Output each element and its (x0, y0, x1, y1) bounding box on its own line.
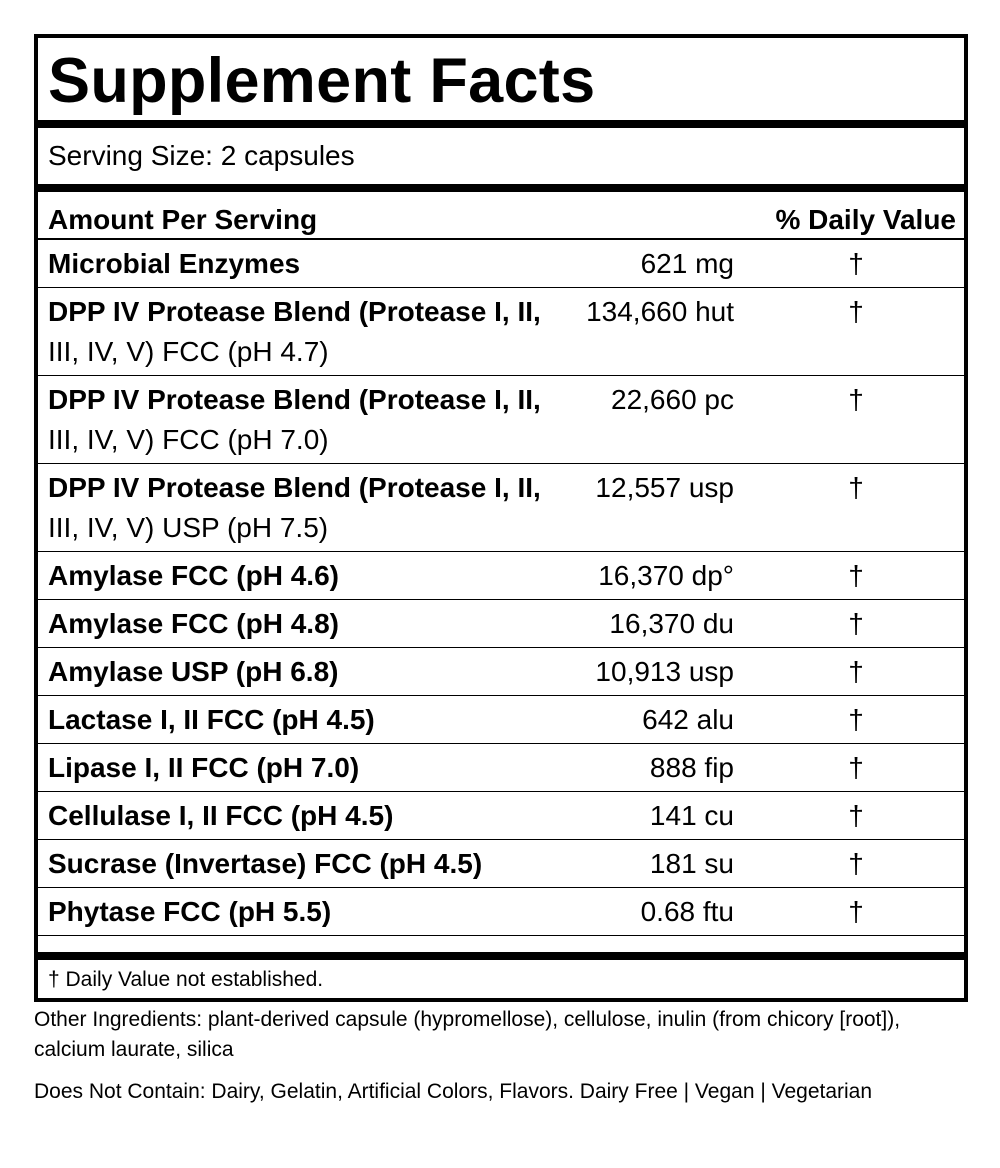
nutrient-dv: † (848, 752, 864, 783)
nutrient-row (38, 648, 964, 696)
nutrient-name-continued: III, IV, V) USP (pH 7.5) (48, 512, 329, 543)
amount-per-serving-header: Amount Per Serving (48, 204, 318, 235)
nutrient-dv: † (848, 800, 864, 831)
nutrient-name: Sucrase (Invertase) FCC (pH 4.5) (48, 848, 483, 879)
nutrient-name: Lipase I, II FCC (pH 7.0) (48, 752, 360, 783)
nutrient-row (38, 464, 964, 552)
nutrient-dv: † (848, 848, 864, 879)
thick-divider (38, 120, 964, 128)
nutrient-amount: 141 cu (648, 796, 734, 836)
nutrient-amount: 888 fip (648, 748, 734, 788)
nutrient-amount: 12,557 usp (593, 468, 734, 508)
nutrient-name-continued: III, IV, V) FCC (pH 4.7) (48, 336, 329, 367)
nutrient-name: Lactase I, II FCC (pH 4.5) (48, 704, 375, 735)
nutrient-row (38, 888, 964, 936)
nutrient-row (38, 792, 964, 840)
nutrient-dv: † (848, 296, 864, 327)
nutrient-amount: 16,370 du (607, 604, 734, 644)
nutrient-row (38, 552, 964, 600)
nutrient-amount: 10,913 usp (593, 652, 734, 692)
thick-divider (38, 952, 964, 960)
nutrient-name: Amylase FCC (pH 4.6) (48, 560, 339, 591)
nutrient-amount: 642 alu (640, 700, 734, 740)
nutrient-name: DPP IV Protease Blend (Protease I, II, (48, 384, 541, 415)
nutrient-amount: 621 mg (639, 244, 734, 284)
nutrient-row (38, 600, 964, 648)
serving-size: Serving Size: 2 capsules (48, 140, 355, 171)
nutrient-dv: † (848, 248, 864, 279)
nutrient-name: Amylase USP (pH 6.8) (48, 656, 339, 687)
nutrient-row (38, 744, 964, 792)
nutrient-name: DPP IV Protease Blend (Protease I, II, (48, 472, 541, 503)
nutrient-amount: 16,370 dp° (596, 556, 734, 596)
nutrient-name: Amylase FCC (pH 4.8) (48, 608, 339, 639)
daily-value-header: % Daily Value (775, 204, 956, 235)
nutrient-name-continued: III, IV, V) FCC (pH 7.0) (48, 424, 329, 455)
footnote: † Daily Value not established. (48, 968, 324, 991)
column-header (38, 192, 964, 240)
nutrient-dv: † (848, 384, 864, 415)
nutrient-row (38, 696, 964, 744)
nutrient-amount: 22,660 pc (609, 380, 734, 420)
nutrient-dv: † (848, 560, 864, 591)
thick-divider (38, 184, 964, 192)
nutrient-dv: † (848, 704, 864, 735)
does-not-contain: Does Not Contain: Dairy, Gelatin, Artificial Colors, Flavors. Dairy Free | Vegan | Vegetarian (34, 1080, 873, 1103)
nutrient-dv: † (848, 472, 864, 503)
spacer (38, 936, 964, 952)
nutrient-amount: 134,660 hut (584, 292, 734, 332)
nutrient-dv: † (848, 608, 864, 639)
nutrient-name: DPP IV Protease Blend (Protease I, II, (48, 296, 541, 327)
nutrient-amount: 0.68 ftu (639, 892, 734, 932)
nutrient-row (38, 240, 964, 288)
nutrient-row (38, 840, 964, 888)
nutrient-row (38, 376, 964, 464)
nutrient-name: Cellulase I, II FCC (pH 4.5) (48, 800, 394, 831)
supplement-facts-panel (34, 34, 968, 1002)
nutrient-name: Microbial Enzymes (48, 248, 301, 279)
other-ingredients: Other Ingredients: plant-derived capsule (hypromellose), cellulose, inulin (from chicory [root]), calcium laurate, silica (34, 1008, 901, 1061)
nutrient-amount: 181 su (648, 844, 734, 884)
nutrient-name: Phytase FCC (pH 5.5) (48, 896, 332, 927)
panel-title: Supplement Facts (48, 46, 596, 116)
nutrient-row (38, 288, 964, 376)
nutrient-dv: † (848, 896, 864, 927)
nutrient-dv: † (848, 656, 864, 687)
